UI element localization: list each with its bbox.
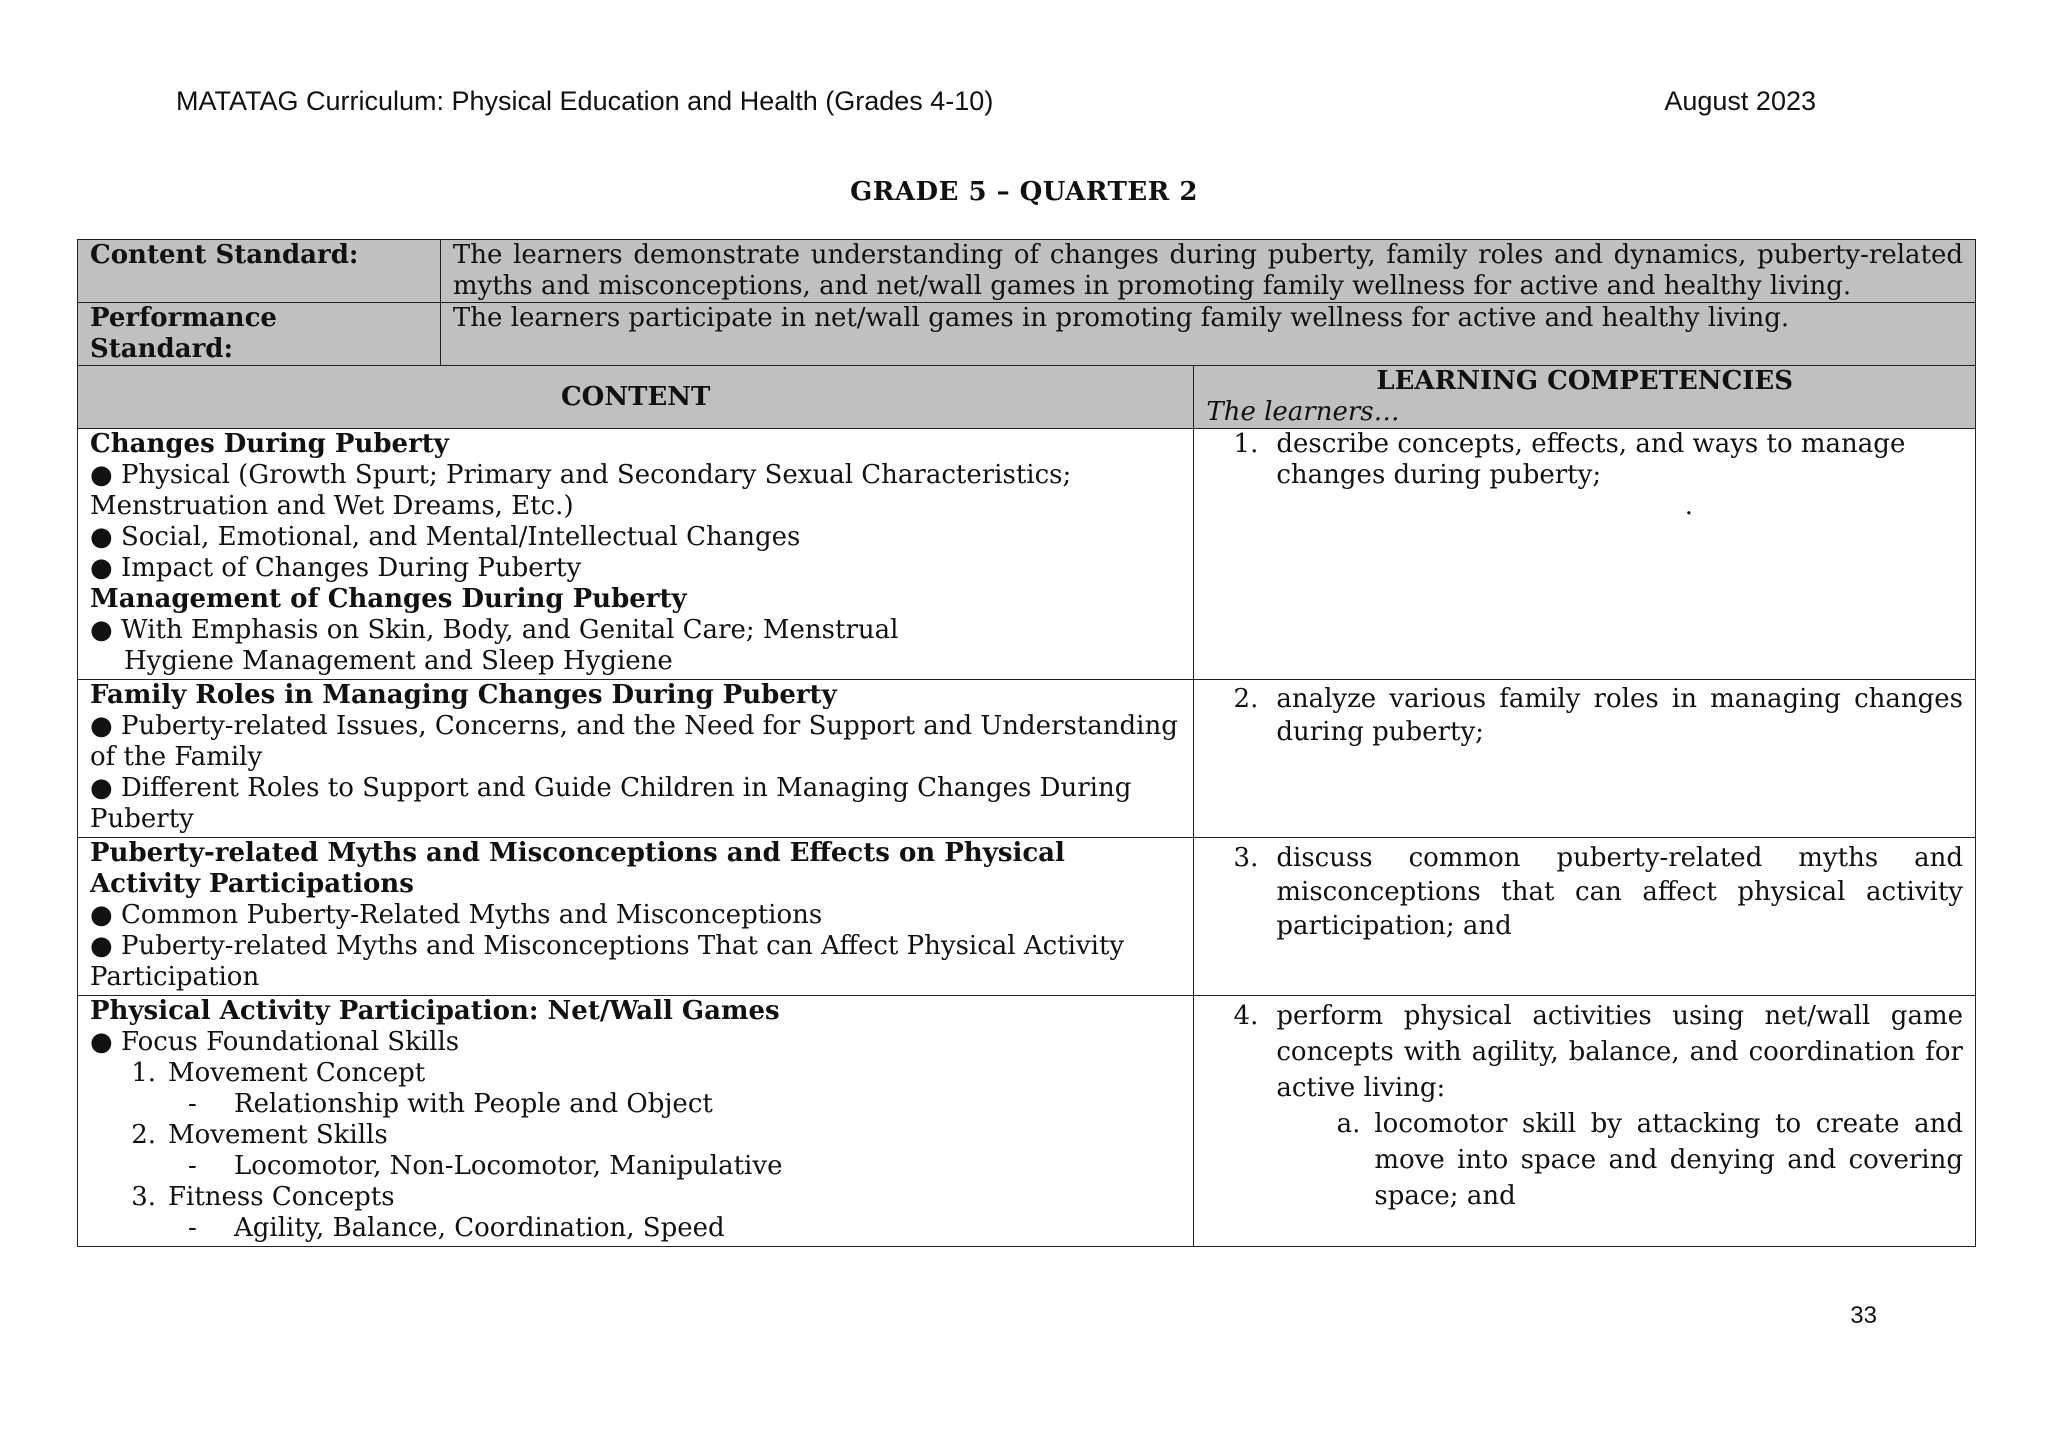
- numbered-item: [90, 1120, 1181, 1151]
- content-bullet: ● Focus Foundational Skills: [90, 1027, 460, 1057]
- competencies-header-label: LEARNING COMPETENCIES: [1376, 366, 1794, 396]
- dash-marker: -: [188, 1089, 197, 1119]
- item-label: Fitness Concepts: [168, 1182, 395, 1212]
- dash-text: Relationship with People and Object: [234, 1089, 713, 1119]
- competency-cell: [1194, 680, 1976, 838]
- competency-item: [1206, 683, 1963, 749]
- competency-number: 1.: [1233, 429, 1259, 459]
- header-date: August 2023: [1664, 86, 1816, 116]
- competency-text: describe concepts, effects, and ways to manage changes during puberty;: [1276, 429, 1906, 490]
- dash-marker: -: [188, 1151, 197, 1181]
- content-bullet: ● With Emphasis on Skin, Body, and Genital Care; Menstrual: [90, 615, 899, 645]
- dash-text: Locomotor, Non-Locomotor, Manipulative: [234, 1151, 783, 1181]
- content-bullet: ● Different Roles to Support and Guide Children in Managing Changes During Puberty: [90, 773, 1132, 834]
- content-standard-text: The learners demonstrate understanding of changes during puberty, family roles and dynamics, puberty-related myths and misconceptions, and net/wall games in promoting family wellness for active and healthy living.: [440, 240, 1975, 303]
- competency-cell: [1194, 429, 1976, 680]
- numbered-item: [90, 1058, 1181, 1089]
- dash-item: [90, 1213, 1181, 1244]
- dash-item: [90, 1089, 1181, 1120]
- item-label: Movement Concept: [168, 1058, 426, 1088]
- page-title: GRADE 5 – QUARTER 2: [850, 177, 1198, 207]
- content-bullet: ● Social, Emotional, and Mental/Intellectual Changes: [90, 522, 801, 552]
- column-header-row: [78, 366, 1976, 429]
- content-bullet: ● Puberty-related Myths and Misconceptions That can Affect Physical Activity Participation: [90, 931, 1125, 992]
- competency-text: perform physical activities using net/wall game concepts with agility, balance, and coordination for active living:: [1276, 1001, 1963, 1103]
- content-heading: Changes During Puberty: [90, 429, 449, 459]
- competency-item: [1206, 998, 1963, 1106]
- item-number: 3.: [131, 1182, 156, 1212]
- table-row: [78, 429, 1976, 680]
- dash-item: [90, 1151, 1181, 1182]
- competency-number: 2.: [1233, 684, 1259, 714]
- table-row: [78, 838, 1976, 996]
- header-document-title: MATATAG Curriculum: Physical Education and Health (Grades 4-10): [176, 86, 994, 116]
- competency-number: 3.: [1233, 843, 1259, 873]
- content-bullet: ● Physical (Growth Spurt; Primary and Secondary Sexual Characteristics; Menstruation and Wet Dreams, Etc.): [90, 460, 1072, 521]
- competencies-header-sub: The learners…: [1206, 397, 1400, 427]
- stray-dot: .: [1684, 491, 1693, 521]
- item-label: Movement Skills: [168, 1120, 388, 1150]
- dash-text: Agility, Balance, Coordination, Speed: [234, 1213, 725, 1243]
- content-heading: Physical Activity Participation: Net/Wall Games: [90, 996, 780, 1026]
- content-column-header: CONTENT: [78, 366, 1194, 429]
- competencies-column-header: [1194, 366, 1976, 429]
- curriculum-table: [77, 239, 1976, 1247]
- competency-text: discuss common puberty-related myths and misconceptions that can affect physical activity participation; and: [1276, 843, 1963, 941]
- subitem-text: locomotor skill by attacking to create and move into space and denying and covering space; and: [1374, 1109, 1963, 1211]
- content-heading: Management of Changes During Puberty: [90, 584, 687, 614]
- competency-text: analyze various family roles in managing changes during puberty;: [1276, 684, 1963, 747]
- table-row: [78, 996, 1976, 1247]
- content-standard-row: [78, 240, 1976, 303]
- content-bullet: ● Puberty-related Issues, Concerns, and the Need for Support and Understanding of the Family: [90, 711, 1178, 772]
- content-cell: [78, 429, 1194, 680]
- table-row: [78, 680, 1976, 838]
- dash-marker: -: [188, 1213, 197, 1243]
- content-heading: Puberty-related Myths and Misconceptions and Effects on Physical Activity Participations: [90, 838, 1065, 899]
- numbered-item: [90, 1182, 1181, 1213]
- competency-cell: [1194, 996, 1976, 1247]
- competency-subitem: [1206, 1106, 1963, 1214]
- content-cell: [78, 996, 1194, 1247]
- item-number: 1.: [131, 1058, 156, 1088]
- performance-standard-row: [78, 303, 1976, 366]
- content-standard-label: Content Standard:: [78, 240, 441, 303]
- subitem-letter: a.: [1336, 1109, 1361, 1139]
- performance-standard-label: Performance Standard:: [78, 303, 441, 366]
- page-number: 33: [1850, 1302, 1877, 1329]
- content-heading: Family Roles in Managing Changes During Puberty: [90, 680, 837, 710]
- performance-standard-text: The learners participate in net/wall games in promoting family wellness for active and healthy living.: [440, 303, 1975, 366]
- competency-number: 4.: [1233, 1001, 1259, 1031]
- content-bullet: ● Common Puberty-Related Myths and Misconceptions: [90, 900, 823, 930]
- competency-item: [1206, 429, 1963, 491]
- item-number: 2.: [131, 1120, 156, 1150]
- content-cell: [78, 680, 1194, 838]
- competency-item: [1206, 841, 1963, 943]
- content-cell: [78, 838, 1194, 996]
- content-bullet: ● Impact of Changes During Puberty: [90, 553, 582, 583]
- competency-cell: [1194, 838, 1976, 996]
- content-bullet-continuation: Hygiene Management and Sleep Hygiene: [124, 646, 673, 676]
